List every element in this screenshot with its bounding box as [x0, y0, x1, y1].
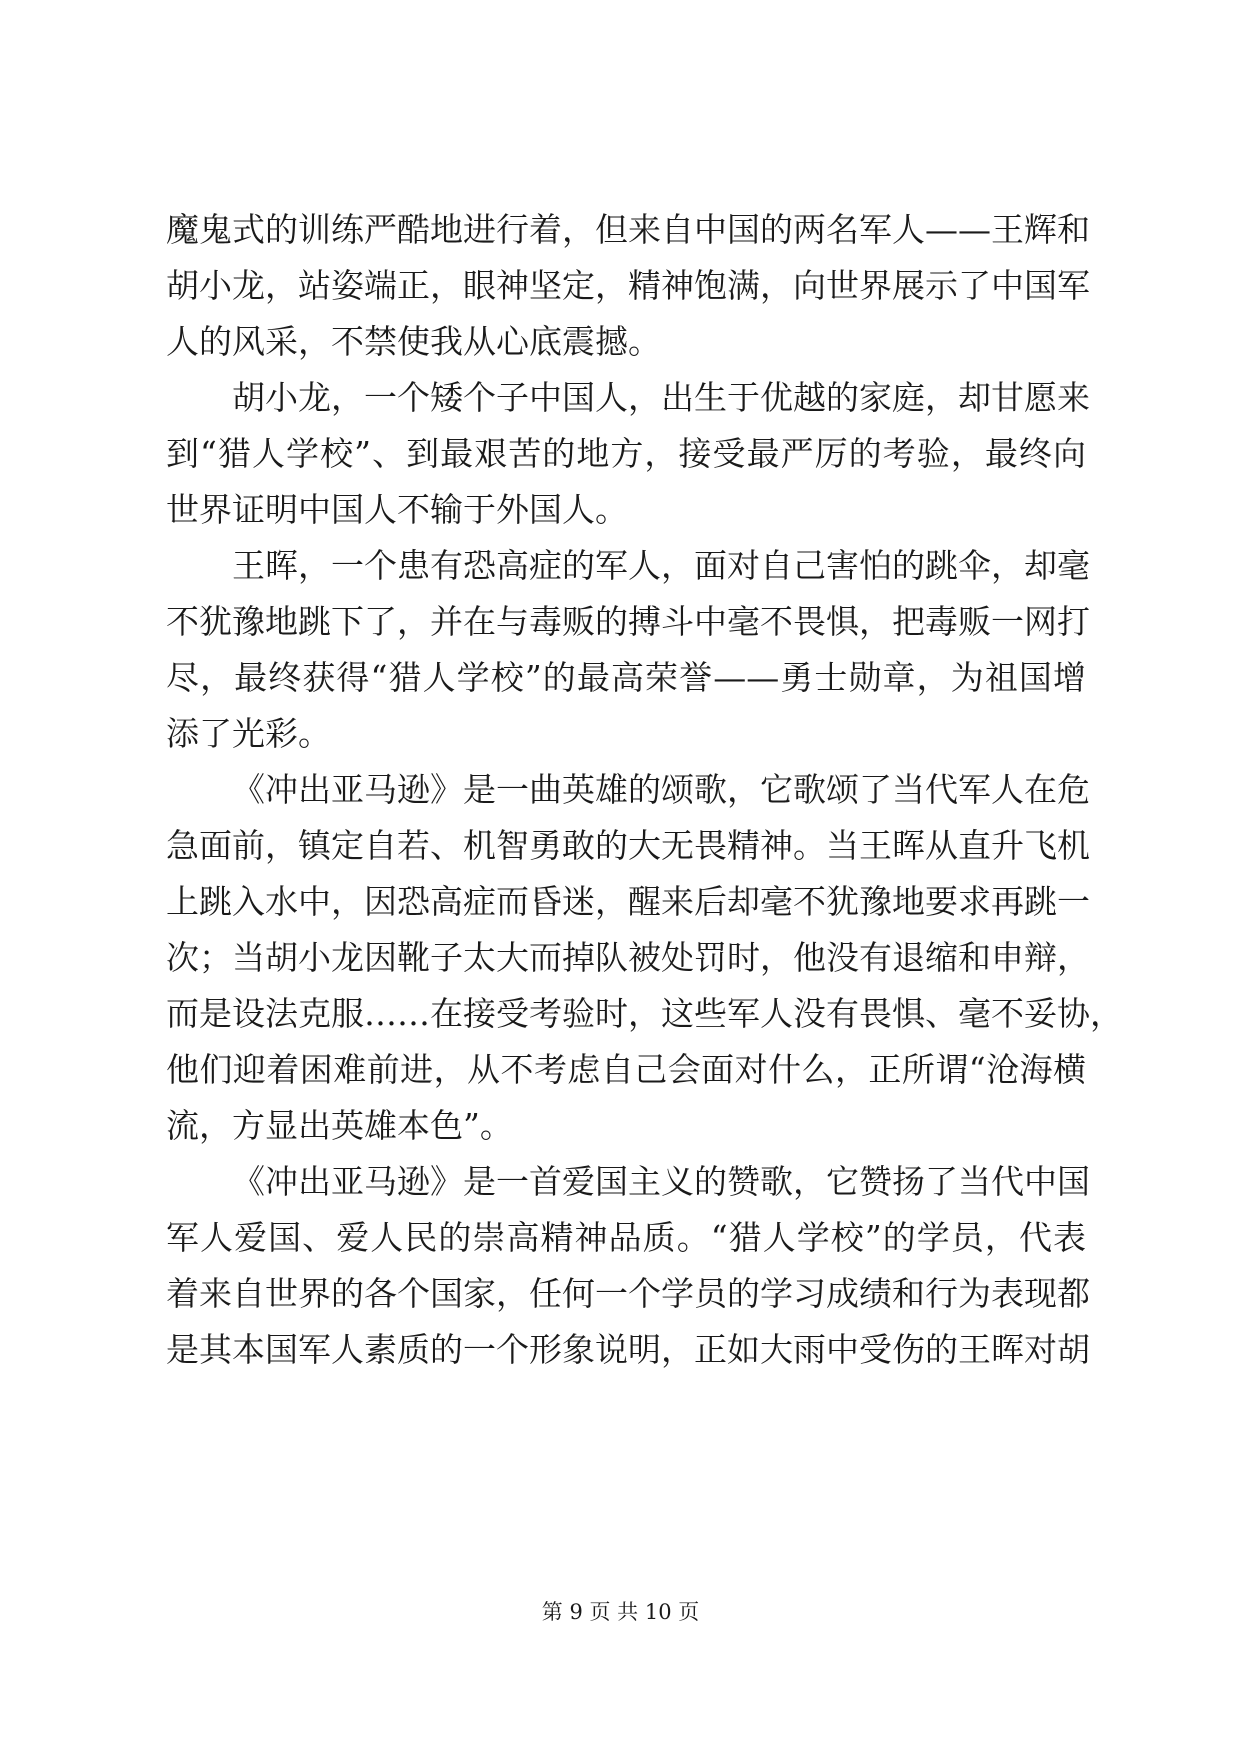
page-number-footer: 第 9 页 共 10 页: [541, 1600, 700, 1624]
text-line: 军人爱国、爱人民的崇高精神品质。“猎人学校”的学员，代表: [166, 1218, 1086, 1257]
text-line: 不犹豫地跳下了，并在与毒贩的搏斗中毫不畏惧，把毒贩一网打: [166, 602, 1090, 641]
text-line: 尽，最终获得“猎人学校”的最高荣誉——勇士勋章，为祖国增: [166, 658, 1086, 697]
text-line: 次；当胡小龙因靴子太大而掉队被处罚时，他没有退缩和申辩，: [166, 938, 1090, 977]
text-line: 急面前，镇定自若、机智勇敢的大无畏精神。当王晖从直升飞机: [166, 826, 1090, 865]
text-line: 胡小龙，站姿端正，眼神坚定，精神饱满，向世界展示了中国军: [166, 266, 1090, 305]
text-line: 他们迎着困难前进，从不考虑自己会面对什么，正所谓“沧海横: [166, 1050, 1086, 1089]
text-line: 世界证明中国人不输于外国人。: [166, 490, 628, 529]
text-line: 王晖，一个患有恐高症的军人，面对自己害怕的跳伞，却毫: [232, 546, 1090, 585]
text-line: 上跳入水中，因恐高症而昏迷，醒来后却毫不犹豫地要求再跳一: [166, 882, 1090, 921]
text-line: 而是设法克服……在接受考验时，这些军人没有畏惧、毫不妥协，: [166, 994, 1123, 1033]
text-line: 到“猎人学校”、到最艰苦的地方，接受最严厉的考验，最终向: [166, 434, 1086, 473]
text-line: 人的风采，不禁使我从心底震撼。: [166, 322, 661, 361]
text-line: 添了光彩。: [166, 714, 331, 753]
text-line: 着来自世界的各个国家，任何一个学员的学习成绩和行为表现都: [166, 1274, 1090, 1313]
text-line: 是其本国军人素质的一个形象说明，正如大雨中受伤的王晖对胡: [166, 1330, 1090, 1369]
text-line: 流，方显出英雄本色”。: [166, 1106, 513, 1145]
text-line: 胡小龙，一个矮个子中国人，出生于优越的家庭，却甘愿来: [232, 378, 1090, 417]
text-line: 魔鬼式的训练严酷地进行着，但来自中国的两名军人——王辉和: [166, 210, 1090, 249]
text-line: 《冲出亚马逊》是一首爱国主义的赞歌，它赞扬了当代中国: [232, 1162, 1090, 1201]
text-line: 《冲出亚马逊》是一曲英雄的颂歌，它歌颂了当代军人在危: [232, 770, 1090, 809]
